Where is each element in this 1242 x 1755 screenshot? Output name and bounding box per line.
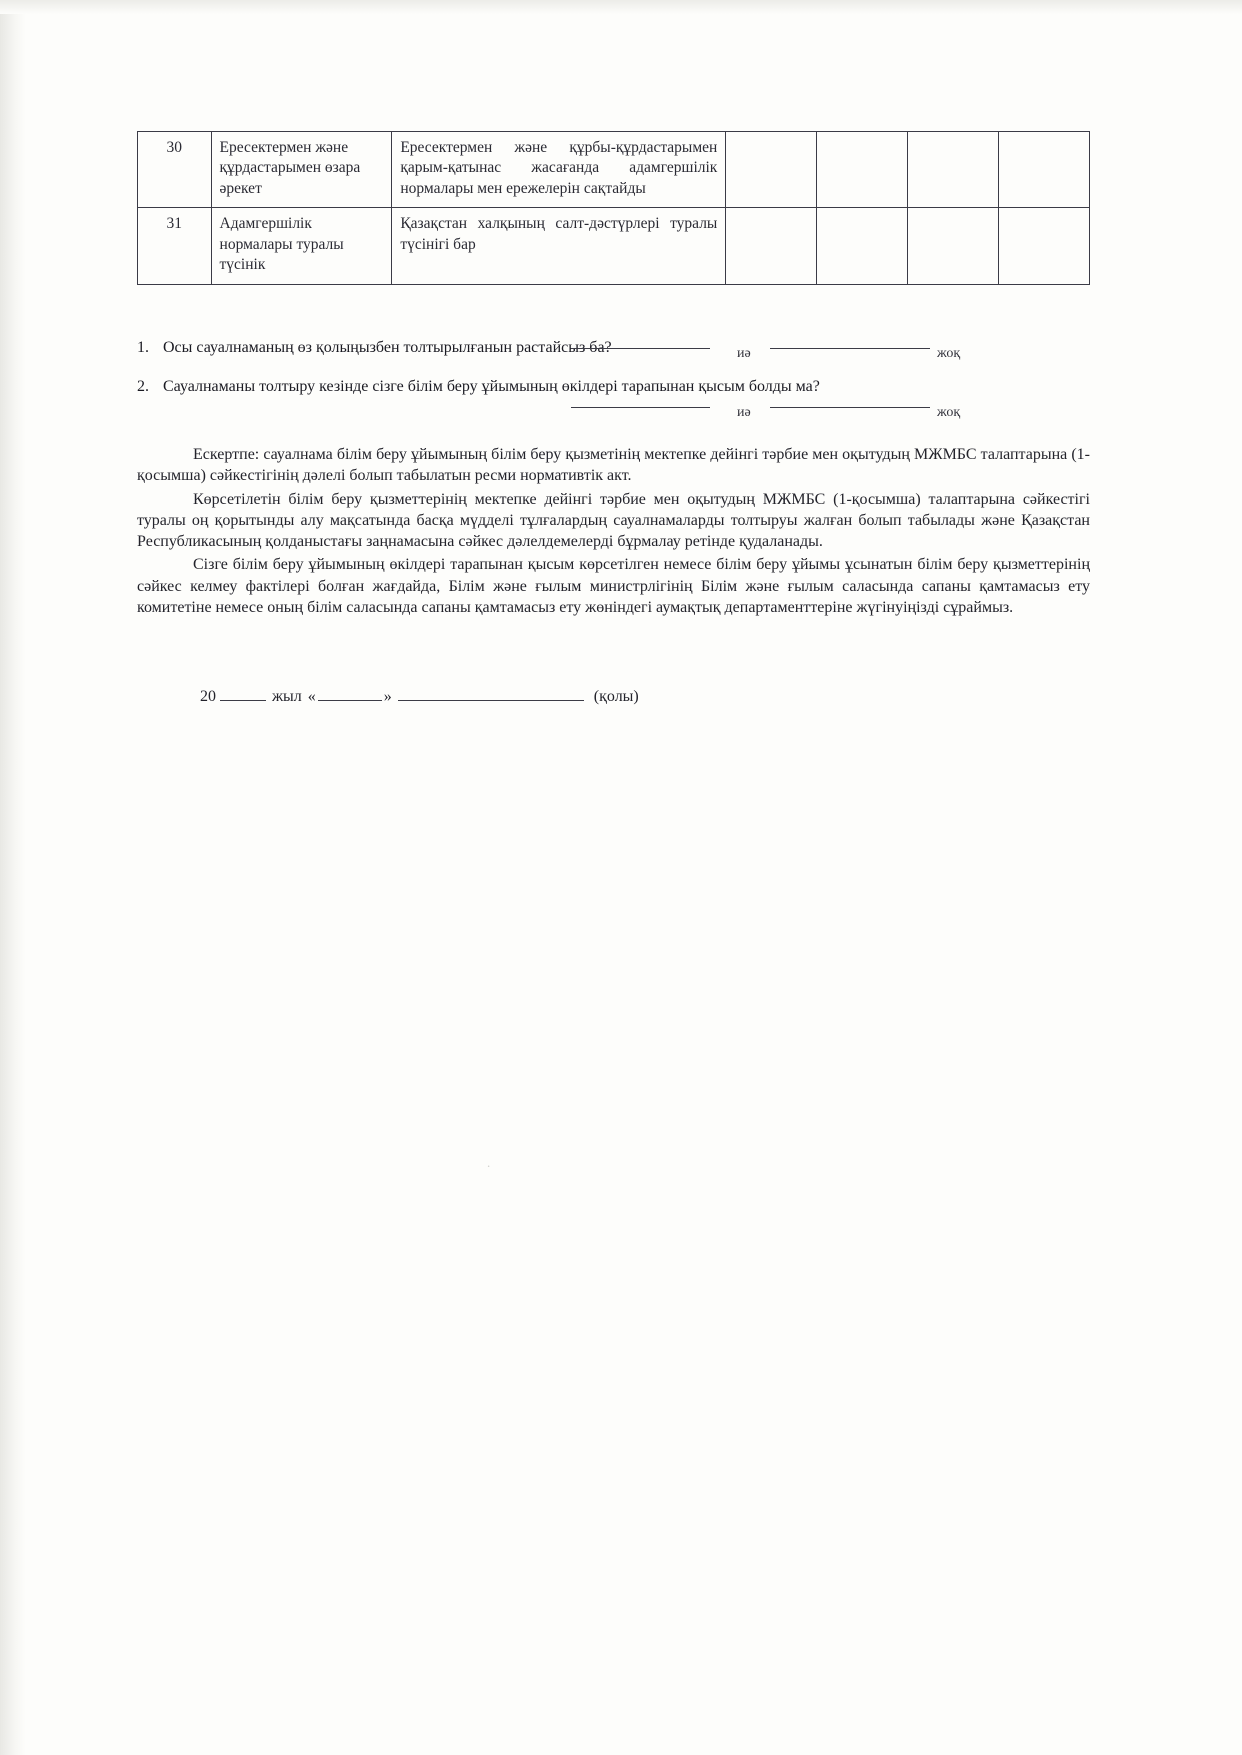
question-1-yes-label[interactable]: иә [737, 346, 751, 361]
row-indicator: Адамгершілік нормалары туралы түсінік [211, 208, 392, 284]
question-2-text: Сауалнаманы толтыру кезінде сізге білім беру ұйымының өкілдері тарапынан қысым болды ма? [163, 378, 820, 395]
row-mark-3[interactable] [908, 208, 999, 284]
row-description: Қазақстан халқының салт-дәстүрлері туралы түсінігі бар [392, 208, 726, 284]
row-description: Ересектермен және құрбы-құрдастарымен қарым-қатынас жасағанда адамгершілік нормалары мен ережелерін сақтайды [392, 132, 726, 208]
signature-line [200, 688, 639, 706]
row-mark-1[interactable] [726, 132, 817, 208]
signature-blank[interactable] [398, 700, 584, 701]
question-1-text: Осы сауалнаманың өз қолыңызбен толтырылғанын растайсыз ба? [163, 339, 612, 356]
quote-open: « [307, 688, 316, 705]
note-paragraph-1: Ескертпе: сауалнама білім беру ұйымының білім беру қызметінің мектепке дейінгі тәрбие мен оқытудың МЖМБС талаптарына (1-қосымша) сәйкестігінің дәлелі болып табылатын ресми нормативтік акт. [137, 446, 1090, 485]
question-1-no-rule [770, 348, 930, 349]
question-1-no-label[interactable]: жоқ [937, 346, 961, 361]
row-mark-1[interactable] [726, 208, 817, 284]
quote-close: » [383, 688, 392, 705]
row-mark-2[interactable] [817, 132, 908, 208]
row-mark-3[interactable] [908, 132, 999, 208]
row-number: 31 [138, 208, 212, 284]
row-number: 30 [138, 132, 212, 208]
row-mark-4[interactable] [999, 208, 1090, 284]
question-2-no-rule [770, 407, 930, 408]
row-indicator: Ересектермен және құрдастарымен өзара әрекет [211, 132, 392, 208]
year-label: жыл [272, 688, 302, 705]
note-paragraph-3: Сізге білім беру ұйымының өкілдері тарапынан қысым көрсетілген немесе білім беру ұйымы ұсынатын білім беру қызметтерінің сәйкес келмеу фактілері болған жағдайда, Білім және ғылым министрлігінің Білім және ғылым саласында сапаны қамтамасыз ету комитетіне немесе оның білім саласында сапаны қамтамасыз ету жөніндегі аумақтық департаменттеріне жүгінуіңізді сұраймыз. [137, 556, 1090, 616]
signature-label: (қолы) [593, 688, 639, 705]
indicators-table [137, 131, 1090, 285]
year-prefix: 20 [200, 688, 216, 705]
note-paragraph-2: Көрсетілетін білім беру қызметтерінің мектепке дейінгі тәрбие мен оқытудың МЖМБС (1-қосымша) талаптарына сәйкестігі туралы оң қорытынды алу мақсатында басқа мүдделі тұлғалардың сауалнамаларды толтыруы жалған болып табылады және Қазақстан Республикасының қолданыстағы заңнамасына сәйкес дәлелдемелерді бұрмалау ретінде қудаланады. [137, 490, 1090, 551]
day-blank[interactable] [318, 700, 382, 701]
question-1-number: 1. [137, 339, 149, 356]
scan-edge-left [0, 0, 26, 1755]
question-2-yes-label[interactable]: иә [737, 405, 751, 420]
year-blank[interactable] [220, 700, 266, 701]
question-2-number: 2. [137, 378, 149, 395]
scan-artifact: . [487, 1155, 491, 1170]
question-2-no-label[interactable]: жоқ [937, 405, 961, 420]
question-2-yes-rule [571, 407, 710, 408]
question-1-yes-rule [571, 348, 710, 349]
question-2 [137, 378, 1097, 396]
table-row [138, 132, 1090, 208]
scan-edge-top [0, 0, 1242, 14]
row-mark-4[interactable] [999, 132, 1090, 208]
row-mark-2[interactable] [817, 208, 908, 284]
table-row [138, 208, 1090, 284]
notes-section [137, 444, 1090, 620]
